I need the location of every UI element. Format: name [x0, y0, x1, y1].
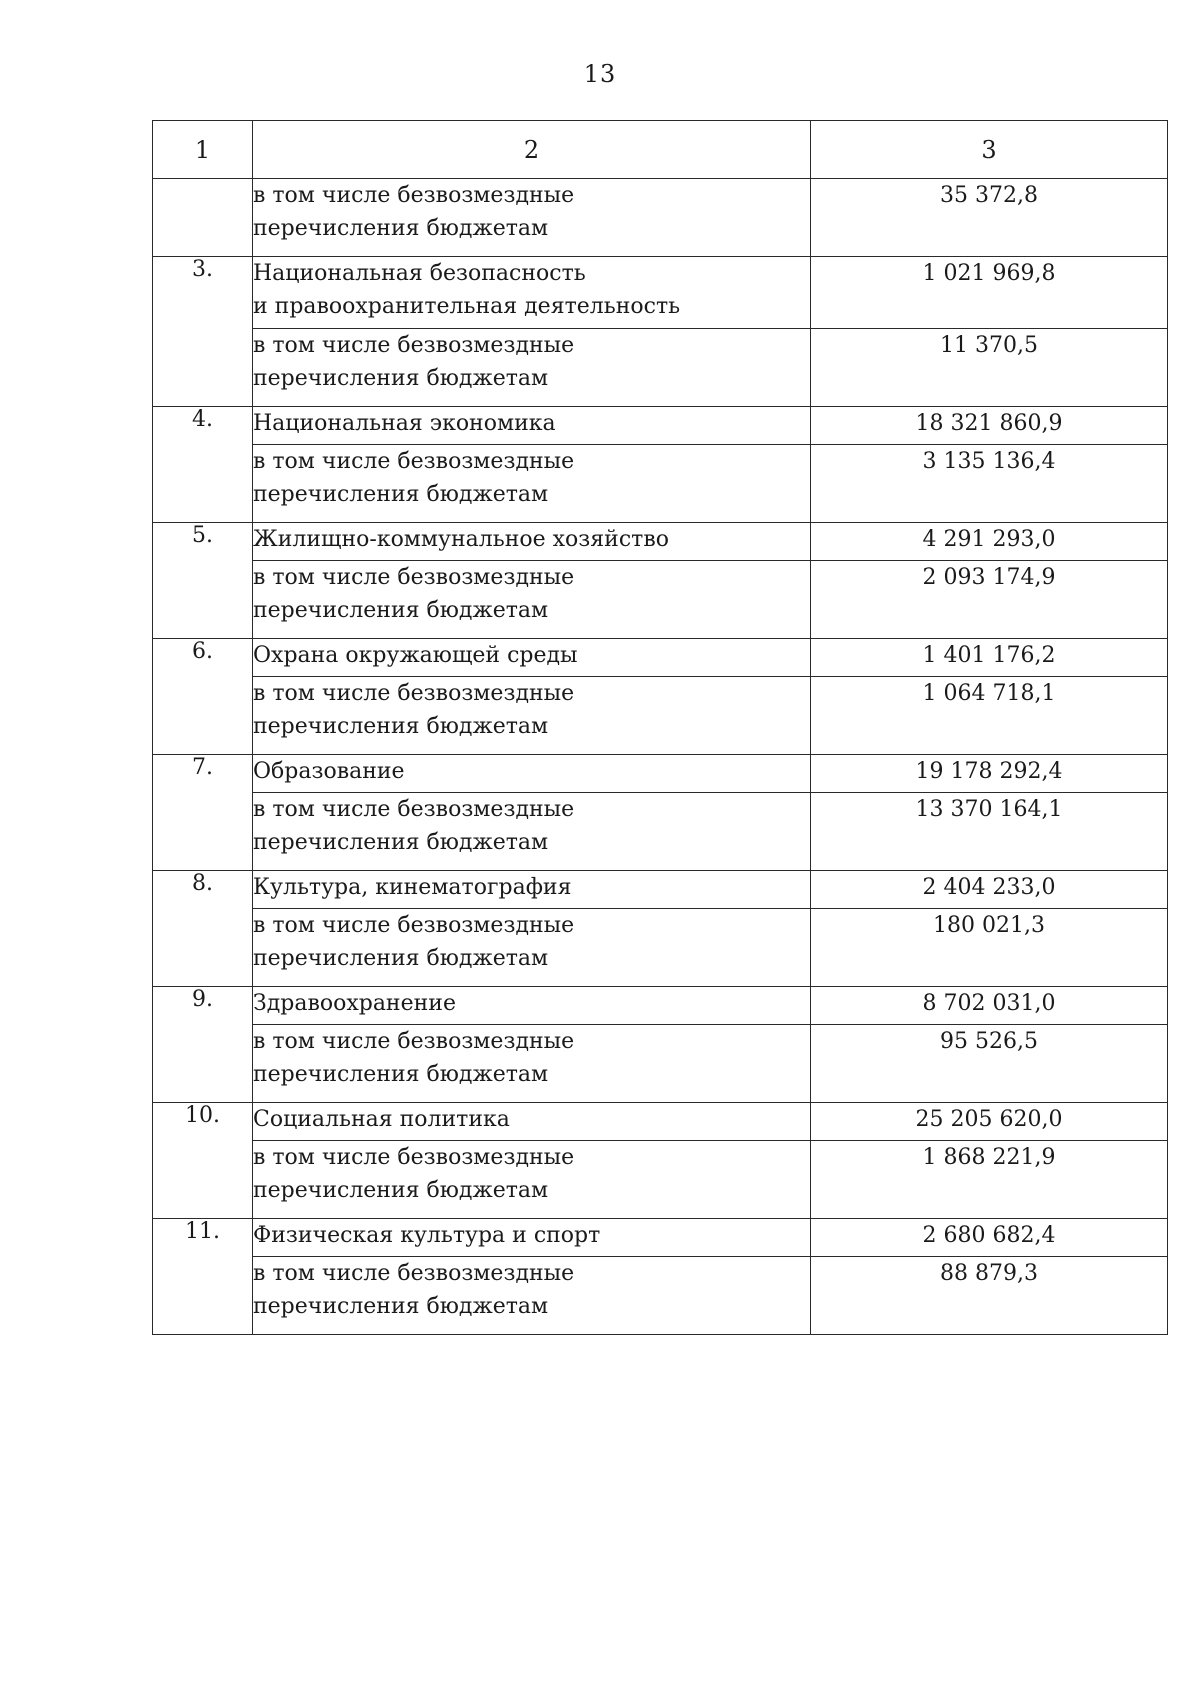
table-row-sub [153, 179, 1168, 257]
sub-label-cell [253, 909, 811, 987]
table-row-main [153, 987, 1168, 1025]
sub-label-line2: перечисления бюджетам [253, 482, 549, 507]
row-name-line1: Образование [253, 759, 405, 784]
table-row-sub [153, 793, 1168, 871]
table-row-main [153, 755, 1168, 793]
row-name-line1: Здравоохранение [253, 991, 456, 1016]
sub-value-cell: 1 064 718,1 [811, 677, 1168, 755]
row-number-cell: 6. [153, 639, 253, 755]
table-row-sub [153, 329, 1168, 407]
sub-label-line1: в том числе безвозмездные [253, 681, 575, 706]
row-value-cell: 25 205 620,0 [811, 1103, 1168, 1141]
header-col-1: 1 [153, 121, 253, 179]
table-row-main [153, 257, 1168, 329]
row-value-cell: 19 178 292,4 [811, 755, 1168, 793]
sub-value-cell: 95 526,5 [811, 1025, 1168, 1103]
row-name-cell [253, 257, 811, 329]
sub-label-line2: перечисления бюджетам [253, 1294, 549, 1319]
sub-label-line2: перечисления бюджетам [253, 366, 549, 391]
row-number-cell: 11. [153, 1219, 253, 1335]
sub-value-cell: 88 879,3 [811, 1257, 1168, 1335]
row-name-line2: и правоохранительная деятельность [253, 294, 681, 319]
budget-table [152, 120, 1168, 1335]
row-number-cell: 4. [153, 407, 253, 523]
sub-label-cell [253, 1257, 811, 1335]
sub-label-line1: в том числе безвозмездные [253, 797, 575, 822]
row-name-line1: Национальная безопасность [253, 261, 586, 286]
sub-label-line1: в том числе безвозмездные [253, 183, 575, 208]
row-name-cell [253, 407, 811, 445]
row-name-line1: Физическая культура и спорт [253, 1223, 601, 1248]
sub-label-cell [253, 1141, 811, 1219]
sub-label-cell [253, 1025, 811, 1103]
row-name-cell [253, 871, 811, 909]
row-number-cell: 8. [153, 871, 253, 987]
sub-label-line1: в том числе безвозмездные [253, 565, 575, 590]
sub-value-cell: 2 093 174,9 [811, 561, 1168, 639]
sub-label-line2: перечисления бюджетам [253, 1062, 549, 1087]
sub-label-cell [253, 677, 811, 755]
row-number-cell: 10. [153, 1103, 253, 1219]
page-number: 13 [583, 60, 617, 88]
row-value-cell: 1 401 176,2 [811, 639, 1168, 677]
row-name-cell [253, 1219, 811, 1257]
header-col-2: 2 [253, 121, 811, 179]
row-name-line1: Жилищно-коммунальное хозяйство [253, 527, 669, 552]
row-value-cell: 8 702 031,0 [811, 987, 1168, 1025]
sub-label-line2: перечисления бюджетам [253, 216, 549, 241]
row-name-line1: Национальная экономика [253, 411, 556, 436]
header-col-3: 3 [811, 121, 1168, 179]
sub-value-cell: 13 370 164,1 [811, 793, 1168, 871]
sub-label-line2: перечисления бюджетам [253, 714, 549, 739]
row-value-cell: 2 404 233,0 [811, 871, 1168, 909]
sub-label-cell [253, 445, 811, 523]
row-number-cell: 7. [153, 755, 253, 871]
row-number-cell [153, 179, 253, 257]
row-number-cell: 9. [153, 987, 253, 1103]
sub-label-cell [253, 561, 811, 639]
table-row-sub [153, 1025, 1168, 1103]
row-value-cell: 35 372,8 [811, 179, 1168, 257]
row-value-cell: 1 021 969,8 [811, 257, 1168, 329]
sub-value-cell: 11 370,5 [811, 329, 1168, 407]
sub-label-cell [253, 329, 811, 407]
row-name-cell [253, 179, 811, 257]
sub-label-line1: в том числе безвозмездные [253, 1261, 575, 1286]
sub-label-line1: в том числе безвозмездные [253, 333, 575, 358]
table-row-sub [153, 677, 1168, 755]
table-row-sub [153, 1141, 1168, 1219]
sub-label-line1: в том числе безвозмездные [253, 449, 575, 474]
row-name-cell [253, 987, 811, 1025]
table-header-row [153, 121, 1168, 179]
table-row-sub [153, 909, 1168, 987]
table-row-sub [153, 1257, 1168, 1335]
row-number-cell: 5. [153, 523, 253, 639]
table-row-main [153, 1219, 1168, 1257]
sub-label-line2: перечисления бюджетам [253, 946, 549, 971]
sub-label-line2: перечисления бюджетам [253, 598, 549, 623]
row-name-cell [253, 755, 811, 793]
sub-label-line1: в том числе безвозмездные [253, 1029, 575, 1054]
table-row-sub [153, 445, 1168, 523]
row-value-cell: 18 321 860,9 [811, 407, 1168, 445]
row-name-line1: Культура, кинематография [253, 875, 572, 900]
table-row-main [153, 871, 1168, 909]
sub-value-cell: 180 021,3 [811, 909, 1168, 987]
row-name-cell [253, 1103, 811, 1141]
row-name-line1: Социальная политика [253, 1107, 510, 1132]
table-row-sub [153, 561, 1168, 639]
table-row-main [153, 523, 1168, 561]
table-row-main [153, 407, 1168, 445]
sub-value-cell: 1 868 221,9 [811, 1141, 1168, 1219]
row-number-cell: 3. [153, 257, 253, 407]
table-row-main [153, 1103, 1168, 1141]
row-value-cell: 4 291 293,0 [811, 523, 1168, 561]
sub-label-line1: в том числе безвозмездные [253, 1145, 575, 1170]
sub-label-line1: в том числе безвозмездные [253, 913, 575, 938]
row-value-cell: 2 680 682,4 [811, 1219, 1168, 1257]
sub-label-line2: перечисления бюджетам [253, 830, 549, 855]
row-name-cell [253, 523, 811, 561]
table-row-main [153, 639, 1168, 677]
sub-label-cell [253, 793, 811, 871]
sub-label-line2: перечисления бюджетам [253, 1178, 549, 1203]
row-name-line1: Охрана окружающей среды [253, 643, 578, 668]
sub-value-cell: 3 135 136,4 [811, 445, 1168, 523]
row-name-cell [253, 639, 811, 677]
